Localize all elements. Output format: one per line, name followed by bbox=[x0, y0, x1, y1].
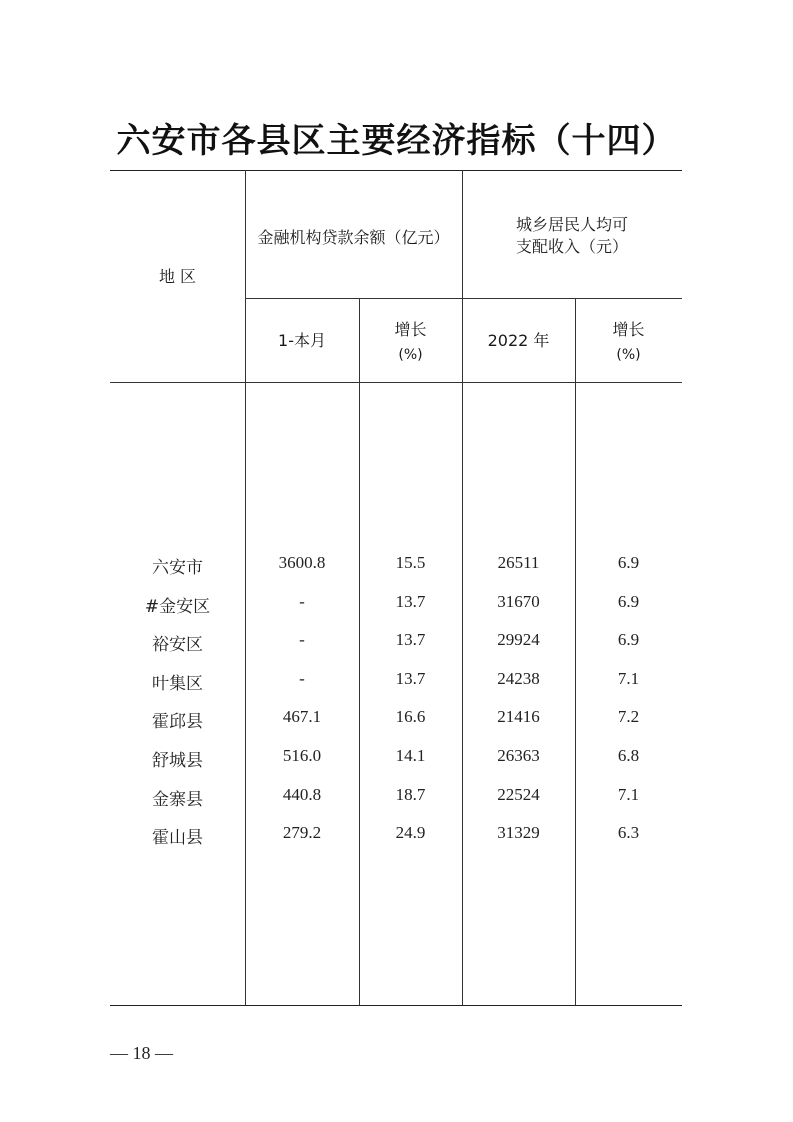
row-income-growth: 6.9 bbox=[617, 591, 640, 611]
column-divider-3 bbox=[462, 170, 463, 1005]
row-loan-growth: 24.9 bbox=[395, 823, 426, 843]
row-region: 舒城县 bbox=[152, 751, 203, 771]
row-loan: 516.0 bbox=[282, 746, 322, 765]
row-region: #金安区 bbox=[144, 596, 211, 617]
header-income-line1: 城乡居民人均可 bbox=[515, 215, 628, 234]
row-loan-growth: 16.6 bbox=[395, 707, 426, 727]
row-loan: 3600.8 bbox=[278, 553, 326, 572]
header-income-line2: 支配收入（元） bbox=[515, 237, 628, 256]
row-income: 31670 bbox=[497, 591, 540, 611]
header-loan: 金融机构贷款余额（亿元） bbox=[257, 228, 450, 247]
header-period: 1-本月 bbox=[278, 331, 326, 350]
row-income-growth: 6.9 bbox=[617, 630, 640, 650]
row-region: 裕安区 bbox=[152, 635, 203, 656]
row-region: 六安市 bbox=[152, 558, 203, 578]
row-income: 29924 bbox=[497, 630, 540, 650]
row-income: 26511 bbox=[497, 553, 540, 572]
row-income-growth: 6.3 bbox=[617, 823, 640, 843]
row-loan: 467.1 bbox=[282, 707, 322, 727]
row-loan: 279.2 bbox=[282, 823, 322, 843]
column-divider-4 bbox=[575, 298, 576, 1005]
page-number: — 18 — bbox=[110, 1043, 173, 1063]
row-income-growth: 6.8 bbox=[617, 746, 640, 765]
header-loan-growth: 增长 bbox=[394, 320, 427, 339]
row-loan-growth: 18.7 bbox=[395, 784, 426, 804]
row-loan-growth: 13.7 bbox=[395, 591, 426, 611]
row-income: 22524 bbox=[497, 784, 540, 804]
column-divider-1 bbox=[245, 170, 246, 1005]
row-loan-growth: 13.7 bbox=[395, 630, 426, 650]
row-loan-growth: 13.7 bbox=[395, 668, 426, 688]
row-income: 26363 bbox=[497, 746, 540, 765]
table-top-border bbox=[110, 170, 682, 171]
row-income: 31329 bbox=[497, 823, 540, 843]
row-region: 金寨县 bbox=[152, 789, 203, 810]
header-loan-growth-unit: (%) bbox=[398, 347, 423, 363]
header-bottom-border bbox=[110, 382, 682, 383]
row-region: 霍邱县 bbox=[152, 712, 203, 733]
row-loan-growth: 14.1 bbox=[395, 746, 426, 765]
page-title: 六安市各县区主要经济指标（十四） bbox=[116, 121, 677, 161]
table-bottom-border bbox=[110, 1005, 682, 1006]
row-income-growth: 7.1 bbox=[617, 668, 640, 688]
row-loan-growth: 15.5 bbox=[395, 553, 426, 572]
header-divider bbox=[245, 298, 682, 299]
row-income-growth: 7.1 bbox=[617, 784, 640, 804]
row-income-growth: 7.2 bbox=[617, 707, 640, 727]
row-loan: 440.8 bbox=[282, 784, 322, 804]
row-loan: - bbox=[299, 630, 305, 650]
row-income: 21416 bbox=[497, 707, 540, 727]
row-income-growth: 6.9 bbox=[617, 553, 640, 572]
row-loan: - bbox=[299, 591, 305, 611]
header-income-growth-unit: (%) bbox=[616, 347, 641, 363]
column-divider-2 bbox=[359, 298, 360, 1005]
row-loan: - bbox=[299, 668, 305, 688]
row-region: 霍山县 bbox=[152, 828, 203, 849]
row-region: 叶集区 bbox=[152, 673, 203, 694]
header-year: 2022 年 bbox=[487, 331, 550, 350]
header-income-growth: 增长 bbox=[612, 320, 645, 339]
header-region: 地 区 bbox=[158, 267, 197, 286]
row-income: 24238 bbox=[497, 668, 540, 688]
